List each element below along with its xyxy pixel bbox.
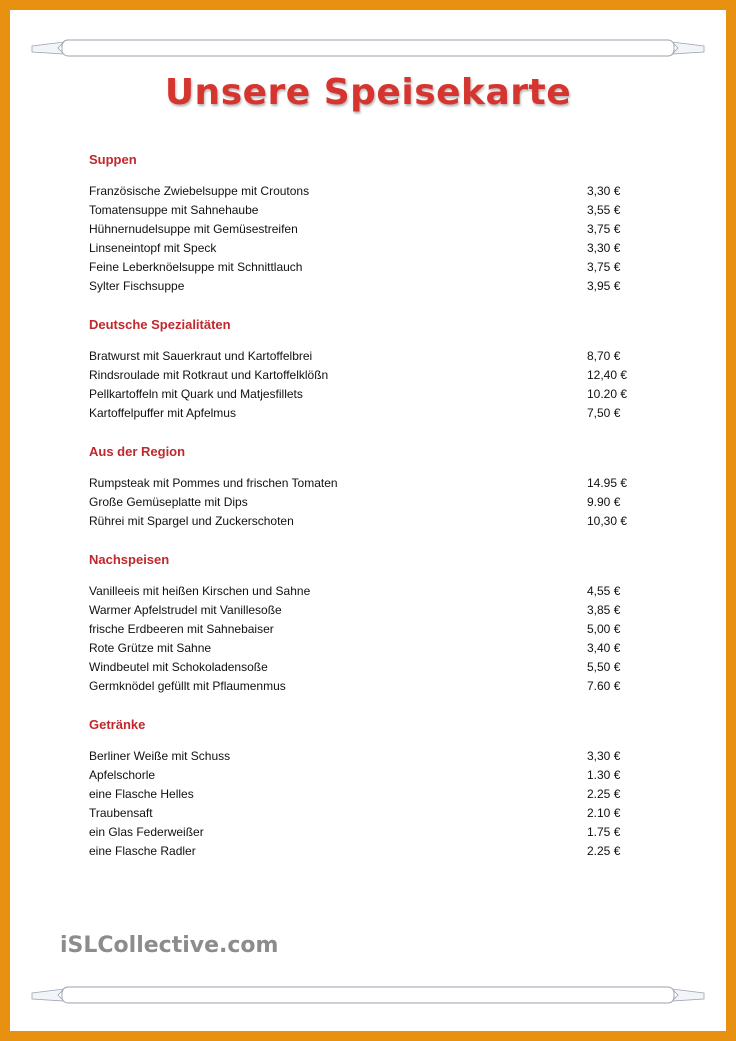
menu-item-name: Berliner Weiße mit Schuss — [89, 749, 231, 763]
menu-item — [89, 658, 649, 677]
menu-item-name: Linseneintopf mit Speck — [89, 241, 217, 255]
menu-item — [89, 512, 649, 531]
section-heading: Nachspeisen — [89, 552, 170, 567]
page-title: Unsere Speisekarte — [164, 72, 572, 113]
menu-item-price: 3,30 € — [587, 749, 621, 763]
menu-item — [89, 639, 649, 658]
section-heading: Deutsche Spezialitäten — [89, 317, 231, 332]
menu-item-name: Kartoffelpuffer mit Apfelmus — [89, 406, 236, 420]
menu-item-price: 9.90 € — [587, 495, 621, 509]
menu-item-price: 1.30 € — [587, 768, 621, 782]
menu-items — [89, 747, 649, 861]
menu-item-price: 10,30 € — [587, 514, 628, 528]
menu-item — [89, 677, 649, 696]
menu-item — [89, 601, 649, 620]
menu-item-price: 3,30 € — [587, 184, 621, 198]
section-heading: Getränke — [89, 717, 146, 732]
menu-item-price: 3,30 € — [587, 241, 621, 255]
menu-item — [89, 747, 649, 766]
menu-item-name: eine Flasche Radler — [89, 844, 196, 858]
menu-item-price: 2.25 € — [587, 787, 621, 801]
menu-item — [89, 582, 649, 601]
menu-item-name: Bratwurst mit Sauerkraut und Kartoffelbrei — [89, 349, 313, 363]
menu-item-name: Rumpsteak mit Pommes und frischen Tomaten — [89, 476, 338, 490]
menu-item-name: Französische Zwiebelsuppe mit Croutons — [89, 184, 310, 198]
menu-item — [89, 277, 649, 296]
menu-section — [89, 315, 649, 423]
menu-item-name: Germknödel gefüllt mit Pflaumenmus — [89, 679, 286, 693]
menu-item-price: 3,95 € — [587, 279, 621, 293]
menu-item-price: 3,55 € — [587, 203, 621, 217]
menu-section — [89, 550, 649, 696]
top-ribbon-banner — [30, 38, 706, 60]
menu-item-name: Apfelschorle — [89, 768, 156, 782]
menu-item-price: 10.20 € — [587, 387, 628, 401]
menu-item-name: Rührei mit Spargel und Zuckerschoten — [89, 514, 294, 528]
menu-item — [89, 385, 649, 404]
menu-item-name: Traubensaft — [89, 806, 153, 820]
menu-items — [89, 474, 649, 531]
menu-item — [89, 842, 649, 861]
menu-item-price: 2.10 € — [587, 806, 621, 820]
menu-item-price: 1.75 € — [587, 825, 621, 839]
menu-item-price: 12,40 € — [587, 368, 628, 382]
watermark: iSLCollective.com — [60, 933, 279, 958]
menu-item — [89, 239, 649, 258]
menu-item-price: 3,40 € — [587, 641, 621, 655]
menu-item-name: Rindsroulade mit Rotkraut und Kartoffelklößn — [89, 368, 329, 382]
menu-item-price: 3,85 € — [587, 603, 621, 617]
menu-section — [89, 715, 649, 861]
menu-item-price: 5,50 € — [587, 660, 621, 674]
menu-item-name: Rote Grütze mit Sahne — [89, 641, 212, 655]
menu-item — [89, 182, 649, 201]
menu-item — [89, 620, 649, 639]
bottom-ribbon-banner — [30, 985, 706, 1007]
menu-item — [89, 258, 649, 277]
menu-item-price: 14.95 € — [587, 476, 628, 490]
menu-item — [89, 474, 649, 493]
menu-item-name: Feine Leberknöelsuppe mit Schnittlauch — [89, 260, 303, 274]
menu-item-price: 3,75 € — [587, 222, 621, 236]
section-heading: Aus der Region — [89, 444, 186, 459]
menu-item-price: 3,75 € — [587, 260, 621, 274]
menu-item-price: 5,00 € — [587, 622, 621, 636]
menu-item-name: Windbeutel mit Schokoladensoße — [89, 660, 268, 674]
menu-item-price: 2.25 € — [587, 844, 621, 858]
menu-item-price: 7,50 € — [587, 406, 621, 420]
menu-list — [89, 150, 649, 880]
menu-item-name: Warmer Apfelstrudel mit Vanillesoße — [89, 603, 282, 617]
menu-item-name: ein Glas Federweißer — [89, 825, 204, 839]
menu-items — [89, 347, 649, 423]
menu-items — [89, 182, 649, 296]
menu-item — [89, 785, 649, 804]
menu-item-price: 8,70 € — [587, 349, 621, 363]
menu-item — [89, 823, 649, 842]
menu-item-name: frische Erdbeeren mit Sahnebaiser — [89, 622, 274, 636]
menu-item — [89, 347, 649, 366]
menu-items — [89, 582, 649, 696]
menu-item-name: Tomatensuppe mit Sahnehaube — [89, 203, 259, 217]
menu-item-name: eine Flasche Helles — [89, 787, 194, 801]
menu-item-name: Hühnernudelsuppe mit Gemüsestreifen — [89, 222, 298, 236]
menu-section — [89, 442, 649, 531]
menu-section — [89, 150, 649, 296]
menu-page — [10, 10, 726, 1031]
menu-item-price: 4,55 € — [587, 584, 621, 598]
menu-item-name: Vanilleeis mit heißen Kirschen und Sahne — [89, 584, 311, 598]
menu-item-name: Sylter Fischsuppe — [89, 279, 185, 293]
menu-item — [89, 220, 649, 239]
menu-item-name: Pellkartoffeln mit Quark und Matjesfillets — [89, 387, 303, 401]
menu-item-price: 7.60 € — [587, 679, 621, 693]
menu-item — [89, 804, 649, 823]
menu-item — [89, 493, 649, 512]
menu-item — [89, 366, 649, 385]
section-heading: Suppen — [89, 152, 137, 167]
menu-item — [89, 404, 649, 423]
menu-item — [89, 201, 649, 220]
menu-item-name: Große Gemüseplatte mit Dips — [89, 495, 248, 509]
menu-item — [89, 766, 649, 785]
